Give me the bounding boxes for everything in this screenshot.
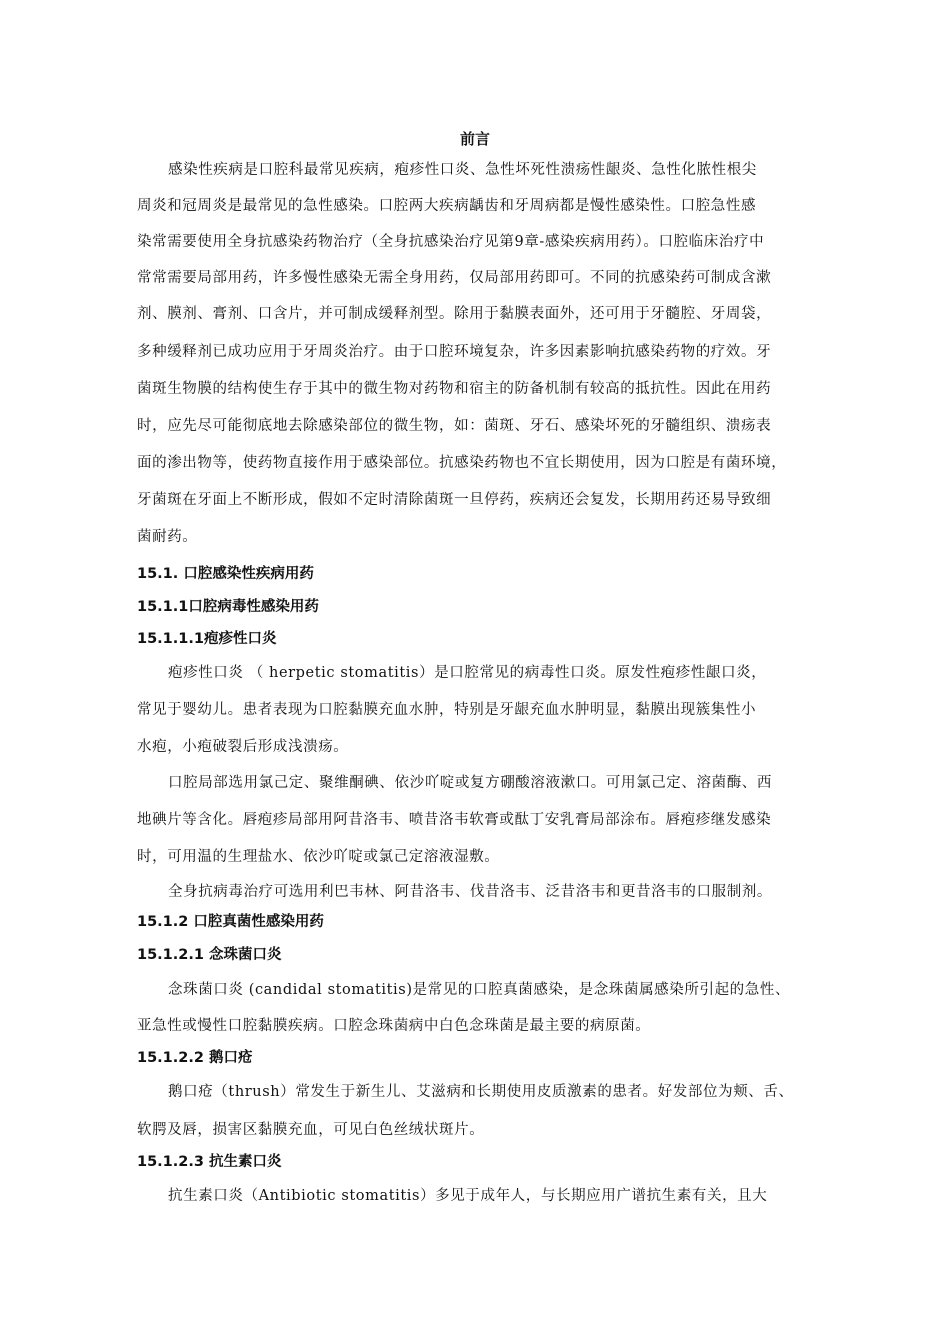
paragraph-line: 口腔局部选用氯己定、聚维酮碘、依沙吖啶或复方硼酸溶液漱口。可用氯己定、溶菌酶、西 xyxy=(168,775,772,791)
paragraph-line: 常见于婴幼儿。患者表现为口腔黏膜充血水肿，特别是牙龈充血水肿明显，黏膜出现簇集性小 xyxy=(137,702,757,718)
paragraph-line: 水疱，小疱破裂后形成浅溃疡。 xyxy=(137,739,349,755)
paragraph-line: 鹅口疮（thrush）常发生于新生儿、艾滋病和长期使用皮质激素的患者。好发部位为颊、舌、 xyxy=(168,1084,794,1100)
section-heading: 15.1.1.1疱疹性口炎 xyxy=(137,631,277,647)
paragraph-line: 疱疹性口炎 （ herpetic stomatitis）是口腔常见的病毒性口炎。原发性疱疹性龈口炎， xyxy=(168,665,767,681)
preface-line: 菌耐药。 xyxy=(137,529,198,545)
section-heading: 15.1.2.2 鹅口疮 xyxy=(137,1050,253,1066)
paragraph-line: 软腭及唇，损害区黏膜充血，可见白色丝绒状斑片。 xyxy=(137,1122,485,1138)
preface-line: 多种缓释剂已成功应用于牙周炎治疗。由于口腔环境复杂，许多因素影响抗感染药物的疗效。牙 xyxy=(137,344,772,360)
preface-line: 感染性疾病是口腔科最常见疾病，疱疹性口炎、急性坏死性溃疡性龈炎、急性化脓性根尖 xyxy=(168,162,757,178)
preface-line: 面的渗出物等，使药物直接作用于感染部位。抗感染药物也不宜长期使用，因为口腔是有菌环境， xyxy=(137,455,787,471)
preface-line: 时，应先尽可能彻底地去除感染部位的微生物，如：菌斑、牙石、感染坏死的牙髓组织、溃疡表 xyxy=(137,418,772,434)
preface-line: 牙菌斑在牙面上不断形成，假如不定时清除菌斑一旦停药，疾病还会复发，长期用药还易导致细 xyxy=(137,492,772,508)
preface-line: 常常需要局部用药，许多慢性感染无需全身用药，仅局部用药即可。不同的抗感染药可制成含漱 xyxy=(137,270,772,286)
section-heading: 15.1.2.3 抗生素口炎 xyxy=(137,1154,282,1170)
section-heading: 15.1.2 口腔真菌性感染用药 xyxy=(137,914,324,930)
preface-line: 剂、膜剂、膏剂、口含片，并可制成缓释剂型。除用于黏膜表面外，还可用于牙髓腔、牙周袋， xyxy=(137,306,772,322)
paragraph-line: 时，可用温的生理盐水、依沙吖啶或氯己定溶液湿敷。 xyxy=(137,849,500,865)
section-heading: 15.1. 口腔感染性疾病用药 xyxy=(137,566,314,582)
preface-line: 染常需要使用全身抗感染药物治疗（全身抗感染治疗见第9章-感染疾病用药）。口腔临床治疗中 xyxy=(137,234,765,250)
paragraph-line: 亚急性或慢性口腔黏膜疾病。口腔念珠菌病中白色念珠菌是最主要的病原菌。 xyxy=(137,1018,651,1034)
paragraph-line: 全身抗病毒治疗可选用利巴韦林、阿昔洛韦、伐昔洛韦、泛昔洛韦和更昔洛韦的口服制剂。 xyxy=(168,884,772,900)
section-heading: 15.1.2.1 念珠菌口炎 xyxy=(137,947,282,963)
preface-line: 菌斑生物膜的结构使生存于其中的微生物对药物和宿主的防备机制有较高的抵抗性。因此在用药 xyxy=(137,381,772,397)
page-title: 前言 xyxy=(459,130,490,148)
paragraph-line: 地碘片等含化。唇疱疹局部用阿昔洛韦、喷昔洛韦软膏或酞丁安乳膏局部涂布。唇疱疹继发感染 xyxy=(137,812,772,828)
preface-line: 周炎和冠周炎是最常见的急性感染。口腔两大疾病龋齿和牙周病都是慢性感染性。口腔急性感 xyxy=(137,198,757,214)
paragraph-line: 抗生素口炎（Antibiotic stomatitis）多见于成年人，与长期应用广谱抗生素有关，且大 xyxy=(168,1188,768,1204)
paragraph-line: 念珠菌口炎 (candidal stomatitis)是常见的口腔真菌感染，是念珠菌属感染所引起的急性、 xyxy=(168,982,791,998)
section-heading: 15.1.1口腔病毒性感染用药 xyxy=(137,599,319,615)
